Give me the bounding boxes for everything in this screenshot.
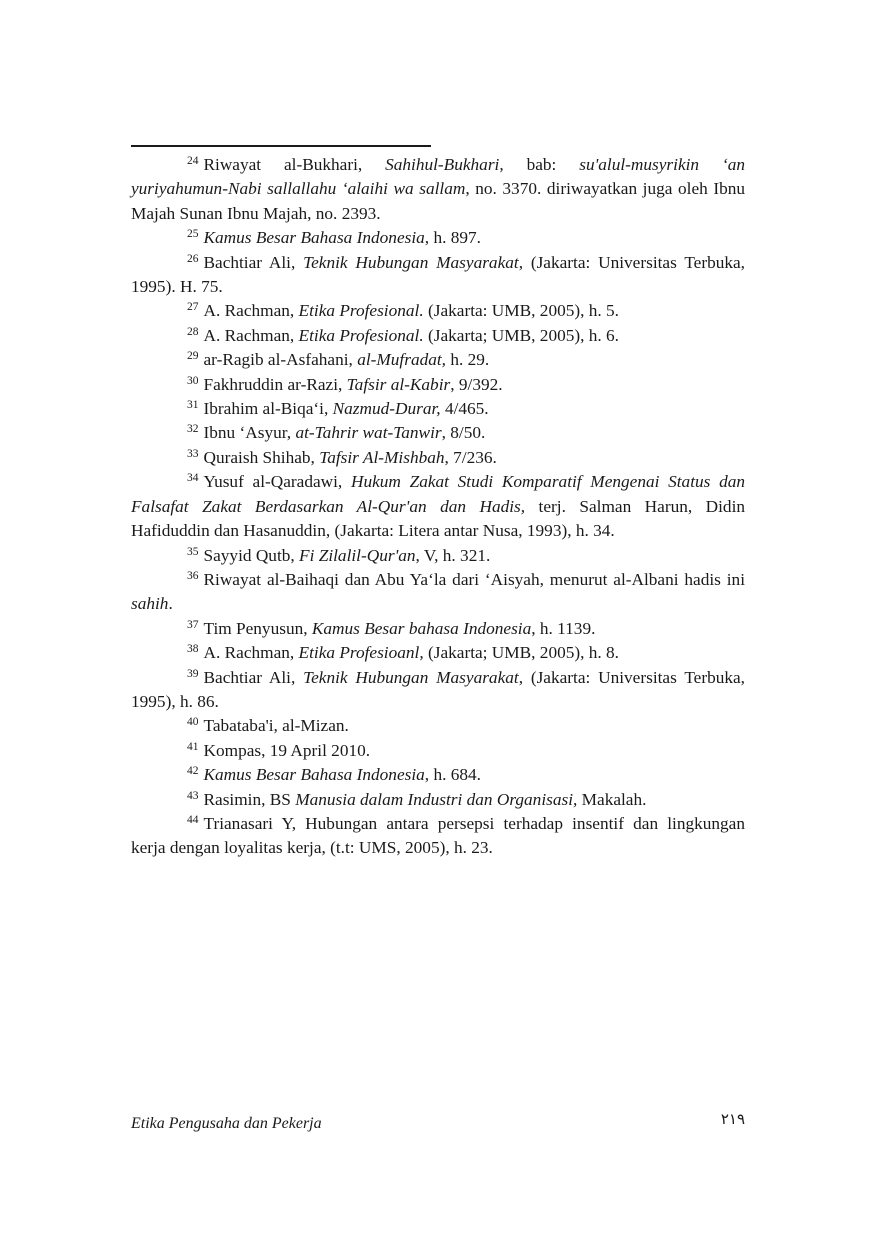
footnote-text: Rasimin, BS: [203, 789, 296, 809]
footnote-27: [131, 299, 745, 323]
footnote-text: Tabataba'i, al-Mizan.: [203, 716, 349, 736]
footnote-text: , (Jakarta: Universitas Terbuka, 1995), h. 86.: [131, 667, 746, 711]
footnote-text: , V, h. 321.: [415, 545, 491, 565]
footnote-number: 41: [187, 740, 199, 753]
footnote-33: [131, 446, 745, 470]
footnote-34: [131, 470, 745, 543]
footnote-italic-title: Hukum Zakat Studi Komparatif Mengenai Status dan Falsafat Zakat Berdasarkan Al-Qur'an dan Hadis,: [131, 472, 745, 516]
footnote-29: [131, 348, 745, 372]
footnote-42: [131, 763, 745, 787]
footnote-text: (Jakarta: UMB, 2005), h. 5.: [423, 301, 619, 321]
footnote-text: bab:: [503, 155, 580, 174]
footnote-text: , 8/50.: [441, 423, 486, 443]
footnote-italic-title: Teknik Hubungan Masyarakat: [303, 667, 519, 687]
footnote-37: [131, 617, 745, 641]
footnote-text: terj. Salman Harun, Didin Hafiduddin dan Hasanuddin, (Jakarta: Litera antar Nusa, 1993), h. 34.: [131, 496, 746, 541]
footnote-text: , h. 897.: [424, 228, 481, 248]
footnote-28: [131, 324, 745, 348]
footnote-italic-title: Kamus Besar bahasa Indonesia: [311, 618, 532, 638]
running-footer-title: Etika Pengusaha dan Pekerja: [131, 1115, 322, 1132]
footnote-italic-title: Kamus Besar Bahasa Indonesia: [203, 765, 425, 785]
footnote-number: 38: [187, 643, 199, 656]
footnote-text: Quraish Shihab,: [203, 447, 320, 467]
footnote-italic-title: al-Mufradat,: [357, 350, 446, 370]
footnote-text: , h. 1139.: [531, 618, 596, 638]
footnote-text: h. 29.: [446, 350, 490, 370]
footnote-text: .: [168, 594, 173, 614]
footnote-text: , 7/236.: [444, 447, 497, 467]
footnote-38: [131, 641, 745, 665]
footnote-number: 43: [187, 789, 199, 802]
footnote-italic-title: Kamus Besar Bahasa Indonesia: [203, 228, 425, 248]
footnote-number: 31: [187, 399, 199, 412]
footnote-text: Bachtiar Ali,: [203, 252, 304, 272]
footnote-text: , 9/392.: [450, 374, 503, 394]
footnote-text: Kompas, 19 April 2010.: [203, 740, 371, 760]
footnote-italic-title: Etika Profesional.: [298, 325, 424, 345]
footnote-text: Yusuf al-Qaradawi,: [203, 472, 351, 492]
footnote-44: [131, 812, 745, 861]
footnote-text: A. Rachman,: [203, 643, 299, 663]
footnote-number: 30: [187, 374, 199, 387]
footnote-number: 24: [187, 155, 199, 167]
footnote-35: [131, 544, 745, 568]
footnote-number: 42: [187, 765, 199, 778]
footnote-number: 35: [187, 545, 199, 558]
footnote-italic-title: Manusia dalam Industri dan Organisasi,: [295, 789, 578, 809]
footnote-number: 29: [187, 350, 199, 363]
footnote-text: , (Jakarta: Universitas Terbuka, 1995). H. 75.: [131, 252, 746, 297]
footnote-text: , h. 684.: [424, 765, 481, 785]
footnote-number: 27: [187, 301, 199, 314]
footnote-italic-title: sahih: [131, 594, 169, 614]
footnote-italic-title: at-Tahrir wat-Tanwir: [295, 423, 442, 443]
footnote-39: [131, 666, 745, 715]
footnote-number: 37: [187, 618, 199, 631]
footnote-italic-title: su'alul-musyrikin ‘an yuriyahumun-Nabi sallallahu ‘alaihi wa sallam: [131, 155, 746, 199]
footnote-number: 44: [187, 813, 199, 826]
footnote-text: 4/465.: [440, 399, 489, 419]
footnote-number: 25: [187, 228, 199, 241]
footnote-text: , no. 3370. diriwayatkan juga oleh Ibnu Majah Sunan Ibnu Majah, no. 2393.: [131, 179, 746, 223]
footnote-text: Bachtiar Ali,: [203, 667, 304, 687]
footnote-text: A. Rachman,: [203, 301, 299, 321]
footnote-italic-title: Etika Profesional.: [298, 301, 424, 321]
footnote-26: [131, 251, 745, 300]
footnote-text: Tim Penyusun,: [203, 618, 312, 638]
footnote-24: [131, 153, 745, 226]
footnote-text: Makalah.: [577, 789, 647, 809]
footnote-40: [131, 714, 745, 738]
footnote-italic-title: Sahihul-Bukhari,: [385, 155, 504, 174]
footnote-43: [131, 788, 745, 812]
footnote-italic-title: Nazmud-Durar,: [332, 399, 441, 419]
footnote-number: 26: [187, 252, 199, 265]
footnote-text: A. Rachman,: [203, 325, 299, 345]
footnote-number: 33: [187, 447, 199, 460]
footnote-text: ar-Ragib al-Asfahani,: [203, 350, 358, 370]
footnote-italic-title: Tafsir Al-Mishbah: [319, 447, 445, 467]
footnote-text: Ibrahim al-Biqa‘i,: [203, 399, 333, 419]
footnote-number: 39: [187, 667, 199, 680]
footnote-25: [131, 226, 745, 250]
footnote-number: 28: [187, 325, 199, 338]
footnotes-section: [131, 153, 745, 861]
footnote-number: 40: [187, 716, 199, 729]
footnote-separator-rule: [131, 145, 431, 147]
footnote-italic-title: Fi Zilalil-Qur'an: [299, 545, 416, 565]
footnote-italic-title: Tafsir al-Kabir: [346, 374, 451, 394]
footnote-41: [131, 739, 745, 763]
footnote-text: Ibnu ‘Asyur,: [203, 423, 296, 443]
page-number: ٢١٩: [720, 1110, 745, 1128]
footnote-text: Sayyid Qutb,: [203, 545, 300, 565]
footnote-number: 34: [187, 472, 199, 485]
footnote-text: (Jakarta; UMB, 2005), h. 8.: [423, 643, 619, 663]
footnote-number: 32: [187, 423, 199, 436]
footnote-text: (Jakarta; UMB, 2005), h. 6.: [423, 325, 619, 345]
footnote-30: [131, 373, 745, 397]
footnote-italic-title: Teknik Hubungan Masyarakat: [303, 252, 519, 272]
footnote-text: Fakhruddin ar-Razi,: [203, 374, 347, 394]
footnote-text: Riwayat al-Bukhari,: [203, 155, 386, 174]
footnote-32: [131, 421, 745, 445]
footnote-text: Riwayat al-Baihaqi dan Abu Ya‘la dari ‘Aisyah, menurut al-Albani hadis ini: [203, 569, 745, 589]
footnote-36: [131, 568, 745, 617]
footnote-text: Trianasari Y, Hubungan antara persepsi terhadap insentif dan lingkungan kerja dengan loyalitas kerja, (t.t: UMS, 2005), h. 23.: [131, 813, 745, 858]
footnote-31: [131, 397, 745, 421]
footnote-number: 36: [187, 569, 199, 582]
footnote-italic-title: Etika Profesioanl,: [298, 643, 424, 663]
